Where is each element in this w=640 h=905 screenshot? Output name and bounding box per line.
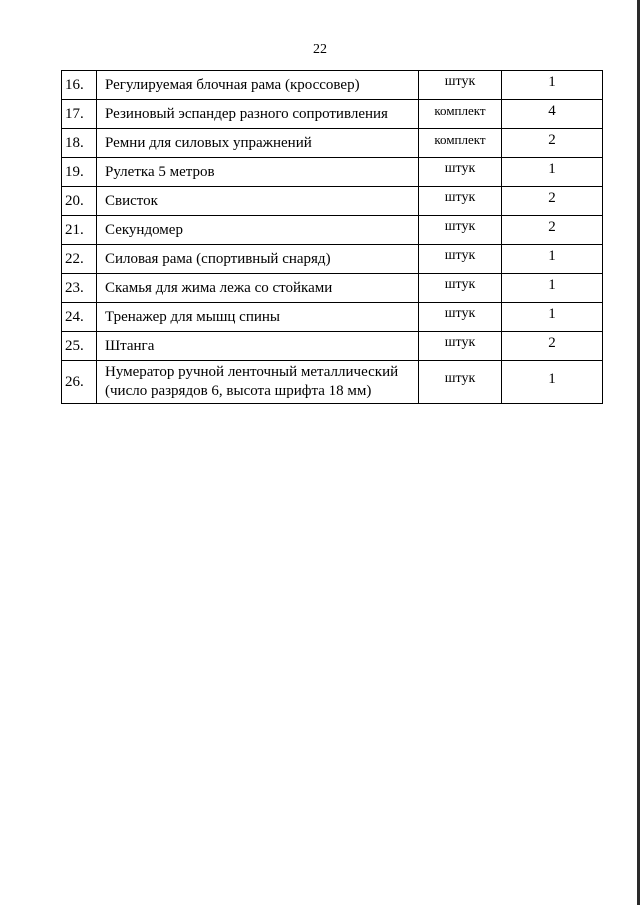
row-number: 20. — [62, 187, 97, 216]
quantity-text: 1 — [548, 305, 556, 322]
item-name: Тренажер для мышц спины — [97, 303, 419, 332]
item-unit — [419, 332, 502, 361]
item-name: Ремни для силовых упражнений — [97, 129, 419, 158]
item-unit — [419, 303, 502, 332]
item-unit — [419, 274, 502, 303]
unit-text: штук — [444, 219, 476, 234]
unit-text: штук — [444, 277, 476, 292]
item-quantity — [502, 158, 603, 187]
item-quantity — [502, 361, 603, 404]
unit-text: штук — [444, 74, 476, 89]
item-name: Нумератор ручной ленточный металлический (число разрядов 6, высота шрифта 18 мм) — [97, 361, 419, 404]
item-name: Секундомер — [97, 216, 419, 245]
row-number: 26. — [62, 361, 97, 404]
item-quantity — [502, 187, 603, 216]
row-number: 19. — [62, 158, 97, 187]
unit-text: штук — [444, 371, 476, 386]
item-name: Резиновый эспандер разного сопротивления — [97, 100, 419, 129]
item-name: Свисток — [97, 187, 419, 216]
table-row — [62, 216, 603, 245]
quantity-text: 1 — [548, 247, 556, 264]
row-number: 23. — [62, 274, 97, 303]
row-number: 21. — [62, 216, 97, 245]
item-quantity — [502, 100, 603, 129]
page-number: 22 — [313, 42, 327, 57]
item-unit — [419, 216, 502, 245]
item-name: Рулетка 5 метров — [97, 158, 419, 187]
item-unit — [419, 71, 502, 100]
item-name: Регулируемая блочная рама (кроссовер) — [97, 71, 419, 100]
row-number: 16. — [62, 71, 97, 100]
unit-text: штук — [444, 161, 476, 176]
row-number: 17. — [62, 100, 97, 129]
unit-text: штук — [444, 335, 476, 350]
quantity-text: 2 — [548, 334, 556, 351]
item-name: Силовая рама (спортивный снаряд) — [97, 245, 419, 274]
unit-text: штук — [444, 190, 476, 205]
table-row — [62, 100, 603, 129]
item-unit — [419, 187, 502, 216]
table-row — [62, 332, 603, 361]
unit-text: штук — [444, 306, 476, 321]
item-unit — [419, 158, 502, 187]
table-row — [62, 129, 603, 158]
table-row — [62, 71, 603, 100]
item-unit — [419, 100, 502, 129]
quantity-text: 2 — [548, 218, 556, 235]
table-row — [62, 303, 603, 332]
item-unit — [419, 361, 502, 404]
item-quantity — [502, 129, 603, 158]
row-number: 25. — [62, 332, 97, 361]
table-row — [62, 187, 603, 216]
quantity-text: 1 — [548, 370, 556, 387]
table-row — [62, 158, 603, 187]
row-number: 18. — [62, 129, 97, 158]
quantity-text: 1 — [548, 276, 556, 293]
table-row — [62, 361, 603, 404]
row-number: 24. — [62, 303, 97, 332]
item-quantity — [502, 332, 603, 361]
item-name: Штанга — [97, 332, 419, 361]
item-quantity — [502, 245, 603, 274]
item-unit — [419, 245, 502, 274]
quantity-text: 2 — [548, 131, 556, 148]
table-row — [62, 245, 603, 274]
unit-text: комплект — [434, 132, 486, 147]
table-row — [62, 274, 603, 303]
quantity-text: 4 — [548, 102, 556, 119]
item-name: Скамья для жима лежа со стойками — [97, 274, 419, 303]
item-quantity — [502, 274, 603, 303]
item-quantity — [502, 303, 603, 332]
unit-text: штук — [444, 248, 476, 263]
item-quantity — [502, 71, 603, 100]
quantity-text: 2 — [548, 189, 556, 206]
item-quantity — [502, 216, 603, 245]
quantity-text: 1 — [548, 73, 556, 90]
unit-text: комплект — [434, 103, 486, 118]
row-number: 22. — [62, 245, 97, 274]
equipment-table — [61, 70, 603, 404]
quantity-text: 1 — [548, 160, 556, 177]
item-unit — [419, 129, 502, 158]
